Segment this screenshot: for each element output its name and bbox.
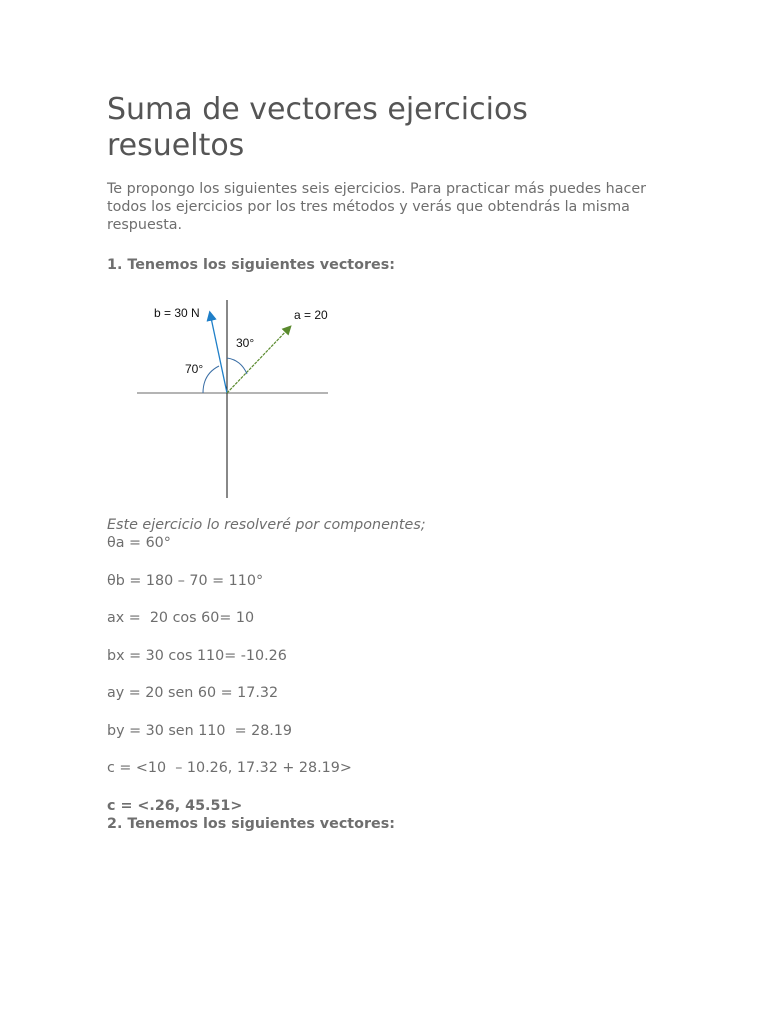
vector-diagram — [137, 298, 337, 498]
step-line: by = 30 sen 110 = 28.19 — [107, 722, 293, 739]
document-page — [107, 92, 667, 832]
angle-30-arc — [227, 358, 247, 374]
step-line: θa = 60° — [107, 535, 171, 551]
method-note: Este ejercicio lo resolveré por componentes; — [107, 517, 426, 533]
exercise-1-heading: 1. Tenemos los siguientes vectores: — [107, 257, 395, 273]
exercise-1-solution — [107, 516, 667, 833]
angle-30-label: 30° — [236, 336, 255, 350]
vector-b-arrow — [210, 313, 227, 393]
angle-70-label: 70° — [185, 362, 204, 376]
step-line: bx = 30 cos 110= -10.26 — [107, 647, 287, 664]
page-title: Suma de vectores ejercicios resueltos — [107, 92, 528, 163]
step-line: θb = 180 – 70 = 110° — [107, 572, 264, 589]
intro-paragraph: Te propongo los siguientes seis ejercicios. Para practicar más puedes hacer todos los ejercicios por los tres métodos y verás que obtendrás la misma respuesta. — [107, 181, 647, 233]
vector-diagram-svg — [137, 298, 337, 498]
result-line: c = <.26, 45.51> — [107, 797, 243, 814]
exercise-2-heading: 2. Tenemos los siguientes vectores: — [107, 815, 395, 832]
label-a: a = 20 — [294, 308, 328, 322]
step-line: c = <10 – 10.26, 17.32 + 28.19> — [107, 760, 352, 776]
label-b: b = 30 N — [154, 306, 200, 320]
step-line: ax = 20 cos 60= 10 — [107, 610, 255, 626]
step-line: ay = 20 sen 60 = 17.32 — [107, 685, 279, 701]
angle-70-arc — [203, 366, 219, 393]
